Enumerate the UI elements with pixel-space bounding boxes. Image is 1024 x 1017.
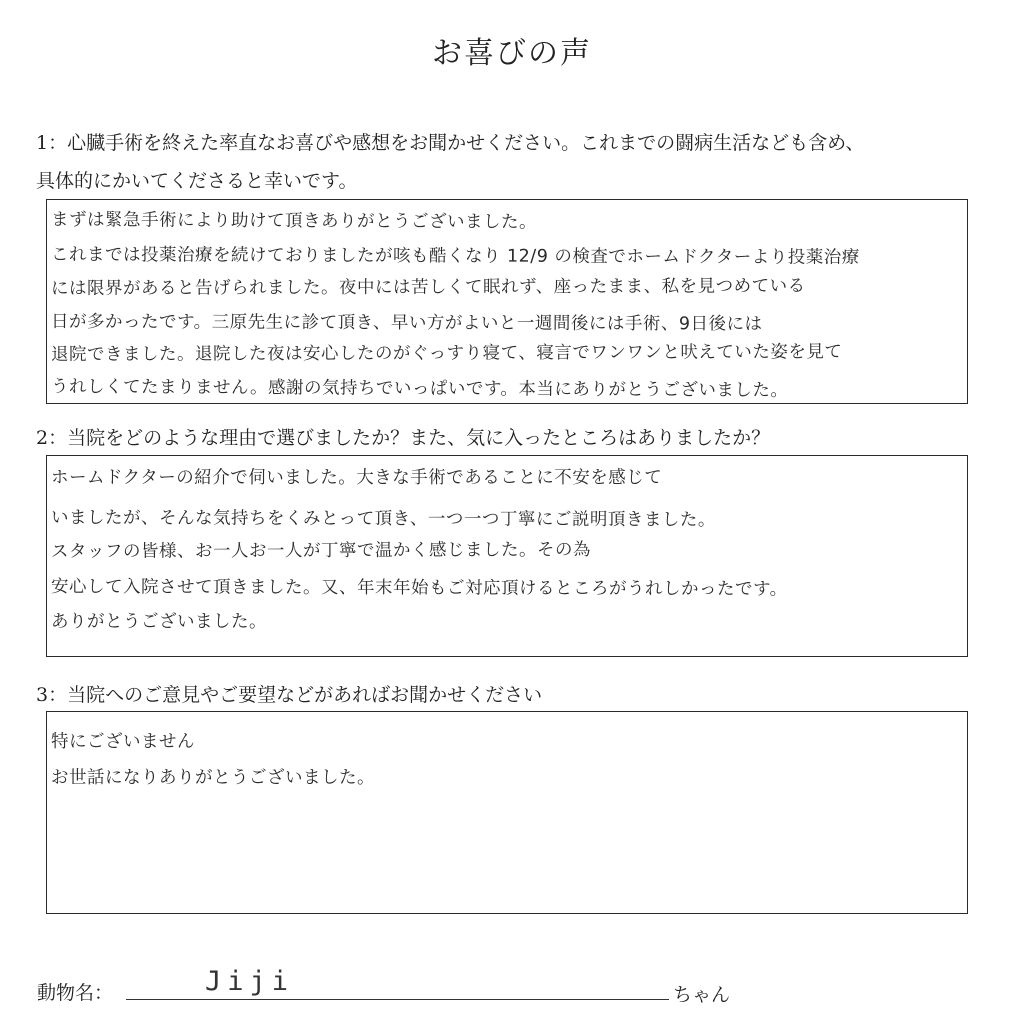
answer-3-box (46, 711, 968, 914)
pet-name-value: Jiji (205, 966, 295, 997)
answer-2-line: ありがとうございました。 (51, 612, 267, 632)
answer-2-line: 安心して入院させて頂きました。又、年末年始もご対応頂けるところがうれしかったです。 (50, 577, 788, 600)
answer-2-line: スタッフの皆様、お一人お一人が丁寧で温かく感じました。その為 (50, 540, 592, 562)
pet-name-suffix: ちゃん (673, 984, 731, 1006)
answer-2-box (46, 455, 968, 657)
pet-name-label: 動物名： (37, 982, 114, 1004)
question-3: 3：当院へのご意見やご要望などがあればお聞かせください (36, 684, 543, 706)
answer-1-line: 退院できました。退院した夜は安心したのがぐっすり寝て、寝言でワンワンと吠えていた姿を見て (50, 342, 843, 365)
answer-1-line: まずは緊急手術により助けて頂きありがとうございました。 (50, 210, 538, 233)
pet-name-underline (126, 999, 669, 1000)
answer-2-line: ホームドクターの紹介で伺いました。大きな手術であることに不安を感じて (51, 468, 663, 488)
answer-1-box (46, 199, 968, 404)
answer-1-line: には限界があると告げられました。夜中には苦しくて眠れず、座ったまま、私を見つめている (50, 276, 806, 299)
question-1-line-1: 1：心臓手術を終えた率直なお喜びや感想をお聞かせください。これまでの闘病生活なども含め、 (36, 132, 865, 154)
answer-1-line: うれしくてたまりません。感謝の気持ちでいっぱいです。本当にありがとうございました。 (50, 377, 789, 401)
page-title: お喜びの声 (432, 36, 592, 71)
answer-1-line: これまでは投薬治療を続けておりましたが咳も酷くなり 12/9 の検査でホームドクターより投薬治療 (50, 245, 860, 268)
answer-1-line: 日が多かったです。三原先生に診て頂き、早い方がよいと一週間後には手術、9日後には (50, 312, 763, 335)
question-1-line-2: 具体的にかいてくださると幸いです。 (36, 170, 358, 192)
answer-3-line: お世話になりありがとうございました。 (51, 768, 375, 788)
answer-2-line: いましたが、そんな気持ちをくみとって頂き、一つ一つ丁寧にご説明頂きました。 (50, 508, 716, 531)
answer-3-line: 特にございません (51, 732, 195, 752)
question-2: 2：当院をどのような理由で選びましたか？また、気に入ったところはありましたか？ (36, 427, 771, 449)
